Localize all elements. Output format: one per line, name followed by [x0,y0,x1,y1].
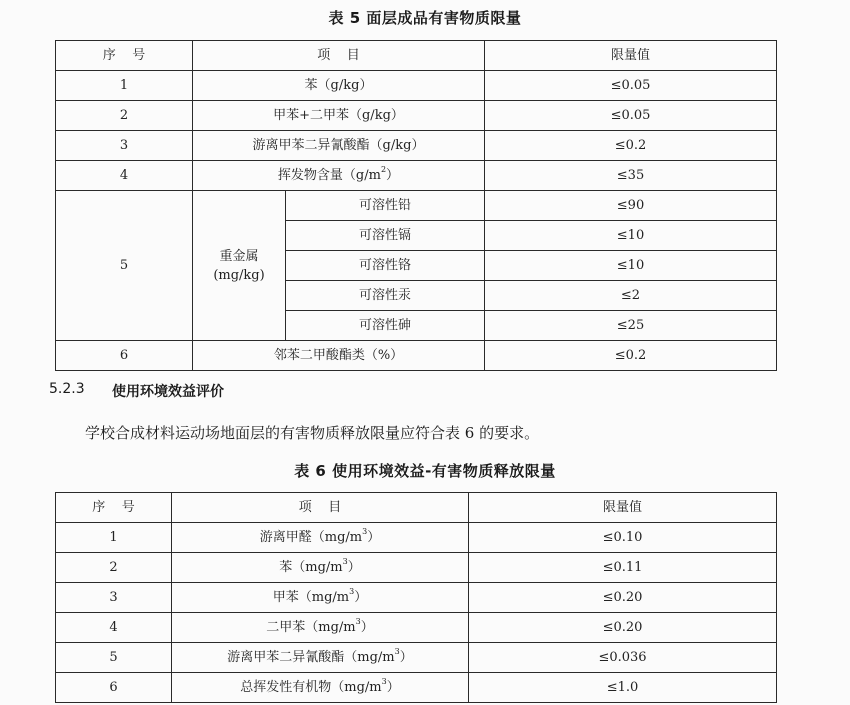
table-row [56,71,777,101]
table-row [56,673,777,703]
item-superscript: 3 [342,557,348,567]
table-row [56,523,777,553]
section-number: 5.2.3 [49,381,85,397]
item-text: 挥发物含量（g/m [277,167,381,183]
row-limit: ≤0.10 [469,523,777,553]
item-text-end: ） [354,589,368,605]
row-limit: ≤35 [485,161,777,191]
header-no: 序 号 [56,493,172,523]
row-item: 苯（g/kg） [193,71,485,101]
item-text: 游离甲苯二异氰酸酯（mg/m [227,649,395,665]
row-no: 2 [56,553,172,583]
row-limit: ≤90 [485,191,777,221]
metal-item: 可溶性铬 [286,251,485,281]
metal-item: 可溶性铅 [286,191,485,221]
row-limit: ≤0.2 [485,131,777,161]
row-no: 3 [56,583,172,613]
header-limit: 限量值 [485,41,777,71]
row-limit: ≤10 [485,251,777,281]
table-header-row [56,493,777,523]
item-superscript: 2 [380,165,387,175]
item-text-end: ） [399,649,413,665]
item-text: 游离甲醛（mg/m [259,529,363,545]
table5-caption: 表 5 面层成品有害物质限量 [328,9,522,27]
row-no: 5 [56,643,172,673]
table-row [56,101,777,131]
row-no: 6 [56,673,172,703]
table-row [56,131,777,161]
metal-item: 可溶性镉 [286,221,485,251]
row-item [172,553,469,583]
header-item: 项 目 [193,41,485,71]
item-text-end: ） [386,679,400,695]
row-item [172,613,469,643]
row-item: 邻苯二甲酸酯类（%） [193,341,485,371]
table6-caption: 表 6 使用环境效益-有害物质释放限量 [294,462,556,480]
table-row [56,583,777,613]
table-row [56,643,777,673]
item-text: 甲苯（mg/m [272,589,350,605]
item-superscript: 3 [362,527,368,537]
item-superscript: 3 [349,587,355,597]
item-text: 苯（mg/m [279,559,343,575]
item-superscript: 3 [394,647,400,657]
table-row [56,613,777,643]
row-no: 2 [56,101,193,131]
header-limit: 限量值 [469,493,777,523]
item-text-end: ） [360,619,374,635]
item-text-end: ） [347,559,361,575]
section-paragraph: 学校合成材料运动场地面层的有害物质释放限量应符合表 6 的要求。 [85,424,540,442]
row-item [193,161,485,191]
row-limit: ≤0.11 [469,553,777,583]
row-no: 3 [56,131,193,161]
item-superscript: 3 [355,617,361,627]
row-limit: ≤0.2 [485,341,777,371]
table5 [55,40,777,371]
metal-group-unit: (mg/kg) [213,267,265,283]
item-text-end: ） [386,167,400,183]
item-text: 总挥发性有机物（mg/m [240,679,382,695]
row-no: 1 [56,523,172,553]
metal-group-label: 重金属 [219,248,259,264]
header-item: 项 目 [172,493,469,523]
row-limit: ≤10 [485,221,777,251]
row-no: 6 [56,341,193,371]
table-row [56,553,777,583]
item-superscript: 3 [381,677,387,687]
metal-item: 可溶性汞 [286,281,485,311]
metal-group-cell [193,191,286,341]
row-no: 1 [56,71,193,101]
row-no: 4 [56,161,193,191]
metal-item: 可溶性砷 [286,311,485,341]
row-limit: ≤0.05 [485,71,777,101]
row-limit: ≤1.0 [469,673,777,703]
row-limit: ≤25 [485,311,777,341]
section-title: 使用环境效益评价 [112,384,224,400]
item-text: 二甲苯（mg/m [266,619,356,635]
row-no: 4 [56,613,172,643]
row-item: 甲苯+二甲苯（g/kg） [193,101,485,131]
table-row [56,191,777,221]
table-header-row [56,41,777,71]
row-limit: ≤0.05 [485,101,777,131]
row-item [172,523,469,553]
header-no: 序 号 [56,41,193,71]
row-no: 5 [56,191,193,341]
row-limit: ≤0.20 [469,583,777,613]
row-item [172,643,469,673]
table-row [56,341,777,371]
row-item [172,673,469,703]
row-limit: ≤0.20 [469,613,777,643]
row-limit: ≤2 [485,281,777,311]
row-item [172,583,469,613]
table6 [55,492,777,703]
item-text-end: ） [367,529,381,545]
row-limit: ≤0.036 [469,643,777,673]
table-row [56,161,777,191]
row-item: 游离甲苯二异氰酸酯（g/kg） [193,131,485,161]
